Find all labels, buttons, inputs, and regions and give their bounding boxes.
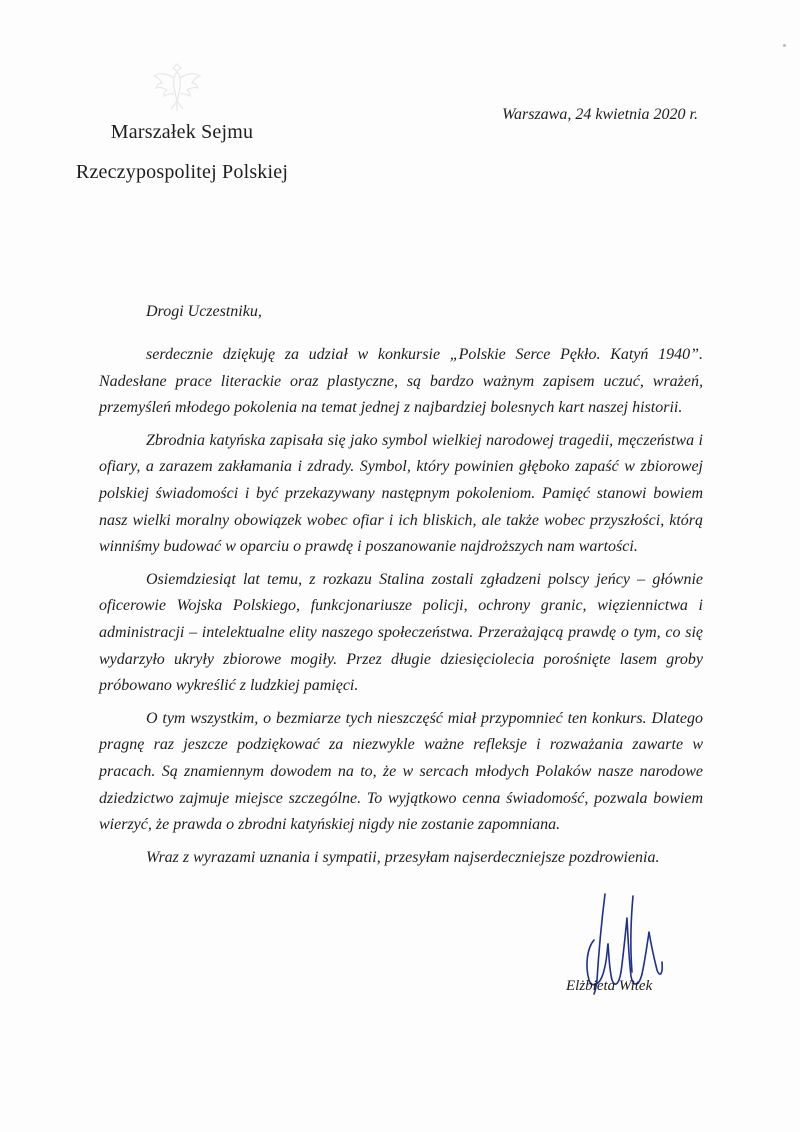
paragraph-1: serdecznie dziękuję za udział w konkursie „Polskie Serce Pękło. Katyń 1940”. Nadesłane prace literackie oraz plastyczne, są bardzo ważnym zapisem uczuć, wrażeń, przemyśleń młodego pokolenia na temat jednej z najbardziej bolesnych kart naszej historii.	[99, 346, 703, 417]
paragraph-3: Osiemdziesiąt lat temu, z rozkazu Stalina zostali zgładzeni polscy jeńcy – głównie oficerowie Wojska Polskiego, funkcjonariusze policji, ochrony granic, więziennictwa i administracji – intelektualne elity naszego społeczeństwa. Przerażającą prawdę o tym, co się wydarzyło ukryły zbiorowe mogiły. Przez długie dziesięciolecia porośnięte lasem groby próbowano wykreślić z ludzkiej pamięci.	[99, 570, 703, 695]
paragraph-4: O tym wszystkim, o bezmiarze tych nieszczęść miał przypomnieć ten konkurs. Dlatego pragnę raz jeszcze podziękować za niezwykle ważne refleksje i rozważania zawarte w pracach. Są znamiennym dowodem na to, że w sercach młodych Polaków nasze narodowe dziedzictwo zajmuje miejsce szczególne. To wyjątkowo cenna świadomość, pozwala bowiem wierzyć, że prawda o zbrodni katyńskiej nigdy nie zostanie zapomniana.	[99, 709, 703, 834]
office-title: Marszałek Sejmu	[110, 121, 254, 143]
signer-name: Elżbieta Witek	[566, 978, 653, 994]
letter-body	[99, 342, 703, 877]
letter-date: Warszawa, 24 kwietnia 2020 r.	[502, 106, 698, 123]
paragraph-2: Zbrodnia katyńska zapisała się jako symbol wielkiej narodowej tragedii, męczeństwa i ofiary, a zarazem zakłamania i zdrady. Symbol, który powinien głęboko zapaść w zbiorowej polskiej świadomości i być przekazywany następnym pokoleniom. Pamięć stanowi bowiem nasz wielki moralny obowiązek wobec ofiar i ich bliskich, ale także wobec przyszłości, którą winniśmy budować w oparciu o prawdę i poszanowanie najdroższych nam wartości.	[99, 431, 703, 556]
office-subtitle: Rzeczypospolitej Polskiej	[75, 161, 289, 183]
scan-mark	[783, 44, 786, 47]
letterhead	[62, 112, 302, 192]
paragraph-5: Wraz z wyrazami uznania i sympatii, przesyłam najserdeczniejsze pozdrowienia.	[146, 848, 660, 866]
salutation: Drogi Uczestniku,	[146, 303, 262, 320]
white-eagle-emblem-icon	[148, 58, 206, 118]
